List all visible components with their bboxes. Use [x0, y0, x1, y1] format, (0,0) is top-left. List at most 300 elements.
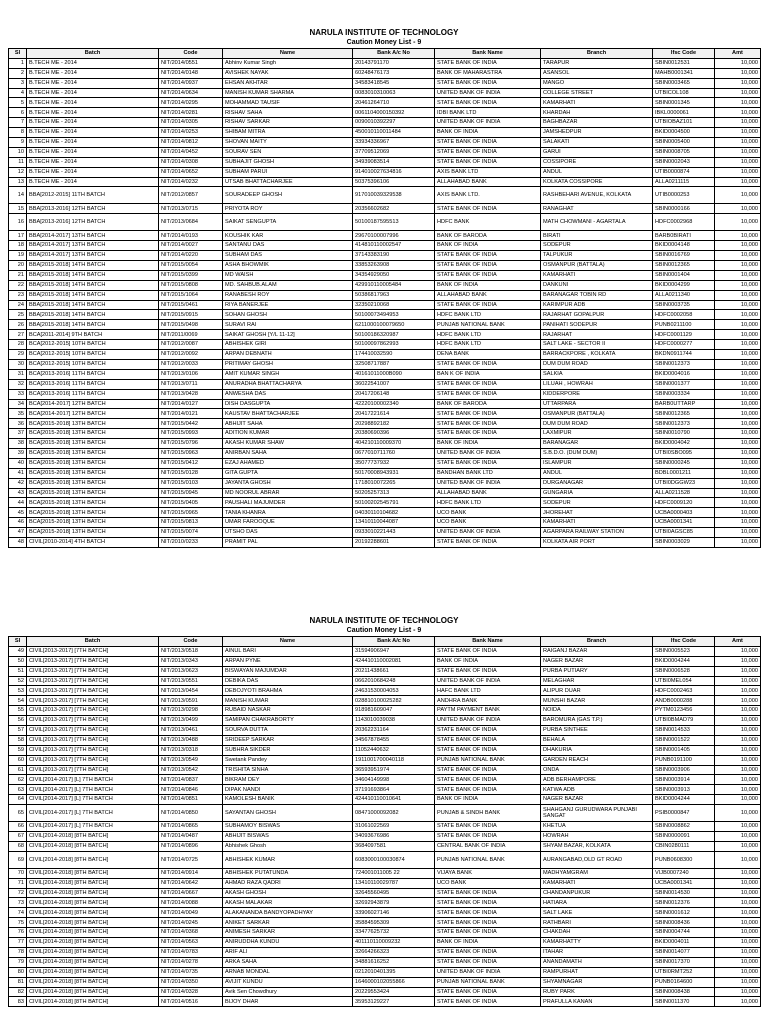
amount-cell: 10,000	[715, 537, 761, 547]
table-row	[9, 967, 761, 977]
batch-cell: CIVIL[2014-2018] [8TH BATCH]	[27, 957, 159, 967]
serial-cell: 32	[9, 379, 27, 389]
bank-name-cell: STATE BANK OF INDIA	[435, 147, 541, 157]
serial-cell: 35	[9, 409, 27, 419]
code-cell: NIT/2014/0914	[159, 868, 223, 878]
ifsc-code-cell: SBIN0012365	[653, 409, 715, 419]
amount-cell: 10,000	[715, 696, 761, 706]
amount-cell: 10,000	[715, 488, 761, 498]
amount-cell: 10,000	[715, 270, 761, 280]
batch-cell: CIVIL[2014-2017] [L] 7TH BATCH	[27, 785, 159, 795]
bank-name-cell: BANK OF INDIA	[435, 241, 541, 251]
bank-name-cell: VIJAYA BANK	[435, 868, 541, 878]
account-number-cell: 34354929050	[353, 270, 435, 280]
bank-name-cell: STATE BANK OF INDIA	[435, 204, 541, 214]
table-row	[9, 987, 761, 997]
table-row	[9, 957, 761, 967]
serial-cell: 69	[9, 851, 27, 868]
ifsc-code-cell: SBIN0012373	[653, 419, 715, 429]
ifsc-code-cell: SBIN0000166	[653, 204, 715, 214]
code-cell: NIT/2013/0542	[159, 765, 223, 775]
batch-cell: CIVIL[2013-2017] [7TH BATCH]	[27, 735, 159, 745]
amount-cell: 10,000	[715, 646, 761, 656]
batch-cell: BBA[2015-2018] 14TH BATCH	[27, 310, 159, 320]
ifsc-code-cell: ALLA0211115	[653, 177, 715, 187]
account-number-cell: 34567878455	[353, 735, 435, 745]
table-row	[9, 241, 761, 251]
name-cell: ANIMESH SARKAR	[223, 928, 353, 938]
bank-name-cell: UCO BANK	[435, 518, 541, 528]
batch-cell: B.TECH ME - 2014	[27, 167, 159, 177]
name-cell: KAUSTAV BHATTACHARJEE	[223, 409, 353, 419]
serial-cell: 68	[9, 841, 27, 851]
code-cell: NIT/2014/0368	[159, 928, 223, 938]
name-cell: MANISH KUMAR SHARMA	[223, 88, 353, 98]
bank-name-cell: PAYTM PAYMENT BANK	[435, 706, 541, 716]
batch-cell: BCA[2014-2017] 12TH BATCH	[27, 409, 159, 419]
account-number-cell: 450010110011484	[353, 128, 435, 138]
serial-cell: 2	[9, 68, 27, 78]
code-cell: NIT/2014/0783	[159, 947, 223, 957]
branch-cell: RAJARHAT GOPALPUR	[541, 310, 653, 320]
name-cell: MD WAISH	[223, 270, 353, 280]
bank-name-cell: STATE BANK OF INDIA	[435, 157, 541, 167]
ifsc-code-cell: HDFC0009120	[653, 498, 715, 508]
ifsc-code-cell: PSIB0000847	[653, 805, 715, 822]
bank-name-cell: UCO BANK	[435, 508, 541, 518]
ifsc-code-cell: PUNB0608300	[653, 851, 715, 868]
batch-cell: BBA[2013-2016] 12TH BATCH	[27, 204, 159, 214]
serial-cell: 71	[9, 878, 27, 888]
branch-cell: LILUAH , HOWRAH	[541, 379, 653, 389]
code-cell: NIT/2014/0305	[159, 118, 223, 128]
batch-cell: BCA[2015-2018] 13TH BATCH	[27, 498, 159, 508]
account-number-cell: 1718010072265	[353, 478, 435, 488]
bank-name-cell: BANK OF INDIA	[435, 656, 541, 666]
code-cell: NIT/2014/0148	[159, 68, 223, 78]
table-row	[9, 58, 761, 68]
account-number-cell: 20298892182	[353, 419, 435, 429]
account-number-cell: 08471000092082	[353, 805, 435, 822]
batch-cell: CIVIL[2014-2018] [8TH BATCH]	[27, 938, 159, 948]
branch-cell: TALPUKUR	[541, 251, 653, 261]
name-cell: PAUSHALI MAJUMDER	[223, 498, 353, 508]
table-row	[9, 379, 761, 389]
amount-cell: 10,000	[715, 261, 761, 271]
code-cell: NIT/2014/0865	[159, 822, 223, 832]
batch-cell: CIVIL[2010-2014] 4TH BATCH	[27, 537, 159, 547]
branch-cell: KAMARHATTY	[541, 938, 653, 948]
serial-cell: 76	[9, 928, 27, 938]
table-row	[9, 686, 761, 696]
amount-cell: 10,000	[715, 755, 761, 765]
serial-cell: 82	[9, 987, 27, 997]
batch-cell: B.TECH ME - 2014	[27, 58, 159, 68]
amount-cell: 10,000	[715, 108, 761, 118]
account-number-cell: 50170008943931	[353, 468, 435, 478]
branch-cell: OSMANPUR (BATTALA)	[541, 261, 653, 271]
branch-cell: BAROMURA (GAS T.P.)	[541, 716, 653, 726]
serial-cell: 77	[9, 938, 27, 948]
bank-name-cell: STATE BANK OF INDIA	[435, 918, 541, 928]
branch-cell: TARAPUR	[541, 58, 653, 68]
bank-name-cell: BANDHAN BANK LTD	[435, 468, 541, 478]
code-cell: NIT/2014/0127	[159, 399, 223, 409]
name-cell: SAIKAT SENGUPTA	[223, 214, 353, 231]
amount-cell: 10,000	[715, 822, 761, 832]
account-number-cell: 34093676986	[353, 832, 435, 842]
branch-cell: PURBA SINTHEE	[541, 726, 653, 736]
ifsc-code-cell: SBIN0003334	[653, 389, 715, 399]
account-number-cell: 0662010684248	[353, 676, 435, 686]
name-cell: ABHISHEK GIRI	[223, 340, 353, 350]
batch-cell: B.TECH ME - 2014	[27, 177, 159, 187]
serial-cell: 25	[9, 310, 27, 320]
name-cell: DEBOJYOTI BRAHMA	[223, 686, 353, 696]
code-cell: NIT/2015/0915	[159, 310, 223, 320]
ifsc-code-cell: BARB0UTTARP	[653, 399, 715, 409]
name-cell: SURAVI RAI	[223, 320, 353, 330]
code-cell: NIT/2012/0087	[159, 340, 223, 350]
ifsc-code-cell: SBIN0004744	[653, 928, 715, 938]
serial-cell: 78	[9, 947, 27, 957]
name-cell: ADITION KUMAR	[223, 429, 353, 439]
table-row	[9, 735, 761, 745]
table-row	[9, 676, 761, 686]
serial-cell: 39	[9, 448, 27, 458]
ifsc-code-cell: SBIN0008862	[653, 822, 715, 832]
branch-cell: SALT LAKE	[541, 908, 653, 918]
code-cell: NIT/2013/0318	[159, 745, 223, 755]
account-number-cell: 028810100025282	[353, 696, 435, 706]
branch-cell: AGARPARA RAILWAY STATION	[541, 528, 653, 538]
name-cell: RIYA BANERJEE	[223, 300, 353, 310]
name-cell: AHMAD RAZA QADRI	[223, 878, 353, 888]
batch-cell: BBA[2012-2015] 11TH BATCH	[27, 187, 159, 204]
ifsc-code-cell: SBIN0016769	[653, 251, 715, 261]
name-cell: BISWAYAN MAJUMDAR	[223, 666, 353, 676]
amount-cell: 10,000	[715, 726, 761, 736]
branch-cell: RASHBEHARI AVENUE, KOLKATA	[541, 187, 653, 204]
ifsc-code-cell: HDFC0002463	[653, 686, 715, 696]
batch-cell: BCA[2015-2018] 13TH BATCH	[27, 518, 159, 528]
bank-name-cell: STATE BANK OF INDIA	[435, 987, 541, 997]
account-number-cell: 0061104000150392	[353, 108, 435, 118]
table-row	[9, 187, 761, 204]
bank-name-cell: STATE BANK OF INDIA	[435, 666, 541, 676]
ifsc-code-cell: SBIN0014533	[653, 726, 715, 736]
serial-cell: 66	[9, 822, 27, 832]
batch-cell: CIVIL[2013-2017] [7TH BATCH]	[27, 765, 159, 775]
code-cell: NIT/2014/0846	[159, 785, 223, 795]
amount-cell: 10,000	[715, 379, 761, 389]
branch-cell: ITAHAR	[541, 947, 653, 957]
name-cell: SAIKAT GHOSH [Y/L 11-12]	[223, 330, 353, 340]
code-cell: NIT/2014/0281	[159, 108, 223, 118]
code-cell: NIT/2014/0725	[159, 851, 223, 868]
serial-cell: 49	[9, 646, 27, 656]
table-row	[9, 488, 761, 498]
amount-cell: 10,000	[715, 468, 761, 478]
name-cell: SRIDEEP SARKAR	[223, 735, 353, 745]
table-row	[9, 696, 761, 706]
batch-cell: BCA[2015-2018] 13TH BATCH	[27, 488, 159, 498]
column-header-branch: Branch	[541, 637, 653, 647]
table-row	[9, 458, 761, 468]
table-row	[9, 508, 761, 518]
account-number-cell: 918981609047	[353, 706, 435, 716]
account-number-cell: 34583418545	[353, 78, 435, 88]
ifsc-code-cell: BDBL0001211	[653, 468, 715, 478]
bank-name-cell: STATE BANK OF INDIA	[435, 537, 541, 547]
table-row	[9, 785, 761, 795]
bank-name-cell: ALLAHABAD BANK	[435, 177, 541, 187]
account-number-cell: 37191693864	[353, 785, 435, 795]
table-row	[9, 666, 761, 676]
column-header-serial: SI	[9, 637, 27, 647]
batch-cell: CIVIL[2014-2018] [8TH BATCH]	[27, 841, 159, 851]
branch-cell: MUNSHI BAZAR	[541, 696, 653, 706]
amount-cell: 10,000	[715, 448, 761, 458]
table-row	[9, 977, 761, 987]
account-number-cell: 6083000100030874	[353, 851, 435, 868]
branch-cell: BARANAGAR TOBIN RD	[541, 290, 653, 300]
batch-cell: CIVIL[2014-2017] [L] 7TH BATCH	[27, 805, 159, 822]
name-cell: ANIRUDDHA KUNDU	[223, 938, 353, 948]
batch-cell: CIVIL[2013-2017] [7TH BATCH]	[27, 755, 159, 765]
account-number-cell: 36022541007	[353, 379, 435, 389]
table-row	[9, 938, 761, 948]
bank-name-cell: STATE BANK OF INDIA	[435, 785, 541, 795]
amount-cell: 10,000	[715, 888, 761, 898]
account-number-cell: 24631530004053	[353, 686, 435, 696]
bank-name-cell: STATE BANK OF INDIA	[435, 419, 541, 429]
batch-cell: CIVIL[2014-2018] [8TH BATCH]	[27, 908, 159, 918]
bank-name-cell: STATE BANK OF INDIA	[435, 775, 541, 785]
batch-cell: B.TECH ME - 2014	[27, 98, 159, 108]
amount-cell: 10,000	[715, 765, 761, 775]
serial-cell: 13	[9, 177, 27, 187]
amount-cell: 10,000	[715, 928, 761, 938]
column-header-code: Code	[159, 49, 223, 59]
batch-cell: BCA[2013-2016] 11TH BATCH	[27, 389, 159, 399]
ifsc-code-cell: SBIN0003735	[653, 300, 715, 310]
table-row	[9, 409, 761, 419]
ifsc-code-cell: SBIN0012531	[653, 58, 715, 68]
branch-cell: MADHYAMGRAM	[541, 868, 653, 878]
branch-cell: JAMSHEDPUR	[541, 128, 653, 138]
branch-cell: S.B.D.O. (DUM DUM)	[541, 448, 653, 458]
code-cell: NIT/2013/0428	[159, 389, 223, 399]
table-row	[9, 214, 761, 231]
name-cell: ANWESHA DAS	[223, 389, 353, 399]
ifsc-code-cell: PUNB0191100	[653, 755, 715, 765]
caution-money-table	[8, 636, 761, 1007]
serial-cell: 23	[9, 290, 27, 300]
branch-cell: ONDA	[541, 765, 653, 775]
branch-cell: ADB BERHAMPORE	[541, 775, 653, 785]
table-row	[9, 498, 761, 508]
branch-cell: PURBA PUTIARY	[541, 666, 653, 676]
amount-cell: 10,000	[715, 528, 761, 538]
bank-name-cell: ALLAHABAD BANK	[435, 488, 541, 498]
ifsc-code-cell: BKID0004244	[653, 656, 715, 666]
batch-cell: CIVIL[2014-2018] [8TH BATCH]	[27, 997, 159, 1007]
batch-cell: CIVIL[2014-2018] [8TH BATCH]	[27, 987, 159, 997]
branch-cell: RUBY PARK	[541, 987, 653, 997]
table-row	[9, 157, 761, 167]
code-cell: NIT/2015/0808	[159, 280, 223, 290]
account-number-cell: 0677010711760	[353, 448, 435, 458]
account-number-cell: 33477625732	[353, 928, 435, 938]
name-cell: BIJOY DHAR	[223, 997, 353, 1007]
account-number-cell: 20461264710	[353, 98, 435, 108]
table-row	[9, 528, 761, 538]
batch-cell: CIVIL[2014-2018] [8TH BATCH]	[27, 898, 159, 908]
code-cell: NIT/2014/0652	[159, 167, 223, 177]
serial-cell: 5	[9, 98, 27, 108]
column-header-ifsc-code: Ifsc Code	[653, 637, 715, 647]
amount-cell: 10,000	[715, 310, 761, 320]
branch-cell: RANAGHAT	[541, 204, 653, 214]
account-number-cell: 20380690396	[353, 429, 435, 439]
branch-cell: ANANDAMATH	[541, 957, 653, 967]
ifsc-code-cell: UTBICOL108	[653, 88, 715, 98]
table-row	[9, 947, 761, 957]
serial-cell: 7	[9, 118, 27, 128]
serial-cell: 12	[9, 167, 27, 177]
ifsc-code-cell: BKID0004500	[653, 128, 715, 138]
amount-cell: 10,000	[715, 938, 761, 948]
serial-cell: 48	[9, 537, 27, 547]
branch-cell: GARDEN REACH	[541, 755, 653, 765]
ifsc-code-cell: UCBA0000403	[653, 508, 715, 518]
serial-cell: 41	[9, 468, 27, 478]
serial-cell: 51	[9, 666, 27, 676]
bank-name-cell: BANK OF MAHARASTRA	[435, 68, 541, 78]
account-number-cell: 50100186320987	[353, 330, 435, 340]
column-header-name: Name	[223, 49, 353, 59]
name-cell: ABHISHEK KUMAR	[223, 851, 353, 868]
account-number-cell: 60248476173	[353, 68, 435, 78]
ifsc-code-cell: SBIN0003914	[653, 775, 715, 785]
name-cell: TANIA KHANRA	[223, 508, 353, 518]
ifsc-code-cell: UTBI0AGSC85	[653, 528, 715, 538]
amount-cell: 10,000	[715, 157, 761, 167]
table-row	[9, 98, 761, 108]
serial-cell: 9	[9, 138, 27, 148]
code-cell: NIT/2014/0551	[159, 58, 223, 68]
code-cell: NIT/2014/0193	[159, 231, 223, 241]
branch-cell: KOLKATA AIR PORT	[541, 537, 653, 547]
bank-name-cell: BAN K OF INDIA	[435, 369, 541, 379]
serial-cell: 53	[9, 686, 27, 696]
batch-cell: B.TECH ME - 2014	[27, 138, 159, 148]
code-cell: NIT/2014/0851	[159, 795, 223, 805]
batch-cell: BBA[2015-2018] 14TH BATCH	[27, 300, 159, 310]
code-cell: NIT/2014/0563	[159, 938, 223, 948]
ifsc-code-cell: SBIN0003913	[653, 785, 715, 795]
ifsc-code-cell: SBIN0012373	[653, 359, 715, 369]
code-cell: NIT/2012/0092	[159, 350, 223, 360]
ifsc-code-cell: UTBI0DGGW23	[653, 478, 715, 488]
bank-name-cell: BANK OF BARODA	[435, 399, 541, 409]
code-cell: NIT/2013/0461	[159, 726, 223, 736]
table-row	[9, 755, 761, 765]
name-cell: KAMOLESH BANIK	[223, 795, 353, 805]
ifsc-code-cell: BKID0004299	[653, 280, 715, 290]
ifsc-code-cell: SBIN0008436	[653, 918, 715, 928]
branch-cell: MANGO	[541, 78, 653, 88]
account-number-cell: 31594906947	[353, 646, 435, 656]
code-cell: NIT/2014/0850	[159, 805, 223, 822]
serial-cell: 17	[9, 231, 27, 241]
batch-cell: CIVIL[2013-2017] [7TH BATCH]	[27, 696, 159, 706]
bank-name-cell: STATE BANK OF INDIA	[435, 429, 541, 439]
batch-cell: B.TECH ME - 2014	[27, 78, 159, 88]
branch-cell: RAMPURHAT	[541, 967, 653, 977]
name-cell: UTSHO DAS	[223, 528, 353, 538]
branch-cell: ANDUL	[541, 468, 653, 478]
serial-cell: 36	[9, 419, 27, 429]
serial-cell: 24	[9, 300, 27, 310]
serial-cell: 55	[9, 706, 27, 716]
batch-cell: BCA[2015-2018] 13TH BATCH	[27, 468, 159, 478]
branch-cell: DHAKURIA	[541, 745, 653, 755]
serial-cell: 8	[9, 128, 27, 138]
branch-cell: SHYAMNAGAR	[541, 977, 653, 987]
account-number-cell: 401110110009232	[353, 938, 435, 948]
account-number-cell: 20362231164	[353, 726, 435, 736]
table-row	[9, 706, 761, 716]
serial-cell: 50	[9, 656, 27, 666]
amount-cell: 10,000	[715, 656, 761, 666]
code-cell: NIT/2013/0499	[159, 716, 223, 726]
name-cell: ABHISHEK PUTATUNDA	[223, 868, 353, 878]
account-number-cell: 0090010392297	[353, 118, 435, 128]
batch-cell: CIVIL[2014-2018] [8TH BATCH]	[27, 851, 159, 868]
serial-cell: 74	[9, 908, 27, 918]
bank-name-cell: STATE BANK OF INDIA	[435, 58, 541, 68]
branch-cell: KAMARHATI	[541, 518, 653, 528]
account-number-cell: 42220100002340	[353, 399, 435, 409]
bank-name-cell: STATE BANK OF INDIA	[435, 997, 541, 1007]
code-cell: NIT/2014/0735	[159, 967, 223, 977]
code-cell: NIT/2014/0308	[159, 157, 223, 167]
code-cell: NIT/2014/0245	[159, 918, 223, 928]
batch-cell: BBA[2013-2016] 12TH BATCH	[27, 214, 159, 231]
batch-cell: BBA[2015-2018] 14TH BATCH	[27, 320, 159, 330]
account-number-cell: 31061022569	[353, 822, 435, 832]
amount-cell: 10,000	[715, 997, 761, 1007]
batch-cell: BCA[2015-2018] 13TH BATCH	[27, 419, 159, 429]
ifsc-code-cell: SBIN0001345	[653, 98, 715, 108]
serial-cell: 40	[9, 458, 27, 468]
ifsc-code-cell: SBIN0001377	[653, 379, 715, 389]
account-number-cell: 04030110104682	[353, 508, 435, 518]
batch-cell: CIVIL[2014-2018] [8TH BATCH]	[27, 947, 159, 957]
ifsc-code-cell: SBIN0000091	[653, 832, 715, 842]
serial-cell: 62	[9, 775, 27, 785]
code-cell: NIT/2015/0103	[159, 478, 223, 488]
amount-cell: 10,000	[715, 419, 761, 429]
ifsc-code-cell: HDFC0002968	[653, 214, 715, 231]
amount-cell: 10,000	[715, 518, 761, 528]
branch-cell: GUNGARIA	[541, 488, 653, 498]
batch-cell: CIVIL[2014-2018] [8TH BATCH]	[27, 977, 159, 987]
batch-cell: BCA[2012-2015] 10TH BATCH	[27, 340, 159, 350]
code-cell: NIT/2013/0623	[159, 666, 223, 676]
